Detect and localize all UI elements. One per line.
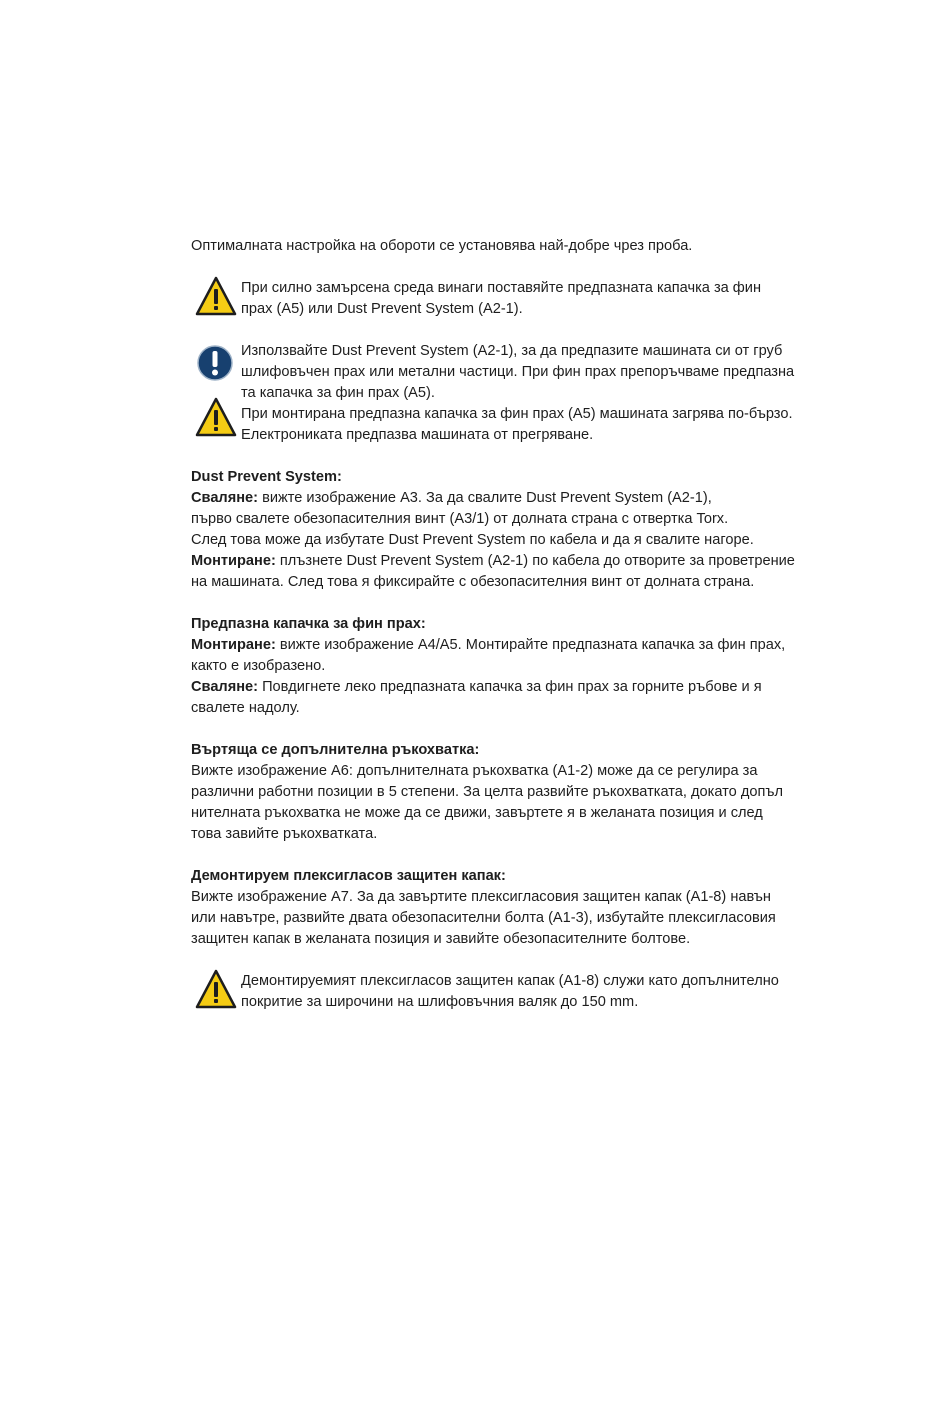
paragraph-line: първо свалете обезопасителния винт (А3/1) от долната страна с отвертка Torx.	[191, 511, 729, 527]
warning-line: прах (А5) или Dust Prevent System (А2-1).	[241, 301, 523, 317]
warning-line: покритие за широчини на шлифовъчния валяк до 150 mm.	[241, 994, 639, 1010]
paragraph-line: Сваляне: Повдигнете леко предпазната капачка за фин прах за горните ръбове и я	[191, 679, 762, 695]
warning-line: При силно замърсена среда винаги поставяйте предпазната капачка за фин	[241, 280, 762, 296]
page-content	[191, 236, 831, 1013]
warning-triangle-icon	[195, 276, 237, 318]
warning-notice-dust-cap	[191, 278, 831, 320]
label-remove: Сваляне:	[191, 679, 259, 695]
paragraph-line: Монтиране: вижте изображение А4/А5. Монтирайте предпазната капачка за фин прах,	[191, 637, 786, 653]
warning-line: При монтирана предпазна капачка за фин прах (А5) машината загрява по-бързо.	[241, 406, 793, 422]
paragraph-line: Сваляне: вижте изображение А3. За да свалите Dust Prevent System (А2-1),	[191, 490, 712, 506]
section-heading-handle: Въртяща се допълнителна ръкохватка:	[191, 742, 480, 758]
paragraph-line: Вижте изображение А7. За да завъртите плексигласовия защитен капак (А1-8) навън	[191, 889, 771, 905]
intro-text: Оптималната настройка на обороти се установява най-добре чрез проба.	[191, 238, 693, 254]
paragraph-line: както е изобразено.	[191, 658, 326, 674]
warning-line: Електрониката предпазва машината от прегряване.	[241, 427, 594, 443]
paragraph-line: Вижте изображение А6: допълнителната ръкохватка (А1-2) може да се регулира за	[191, 763, 758, 779]
section-heading-cover: Демонтируем плексигласов защитен капак:	[191, 868, 506, 884]
label-remove: Сваляне:	[191, 490, 259, 506]
paragraph-line: нителната ръкохватка не може да се движи, завъртете я в желаната позиция и след	[191, 805, 763, 821]
notice-line: Използвайте Dust Prevent System (А2-1), за да предпазите машината си от груб	[241, 343, 783, 359]
exclamation-circle-icon	[196, 344, 238, 386]
warning-notice-overheating	[191, 404, 831, 446]
warning-triangle-icon	[195, 969, 237, 1011]
info-notice-dust-prevent	[191, 341, 831, 404]
warning-triangle-icon	[195, 397, 237, 439]
notice-line: шлифовъчен прах или метални частици. При фин прах препоръчваме предпазна	[241, 364, 795, 380]
warning-line: Демонтируемият плексигласов защитен капак (А1-8) служи като допълнително	[241, 973, 779, 989]
section-heading-dust-prevent: Dust Prevent System:	[191, 469, 342, 485]
paragraph-line: или навътре, развийте двата обезопасителни болта (А1-3), избутайте плексигласовия	[191, 910, 776, 926]
notice-line: та капачка за фин прах (А5).	[241, 385, 435, 401]
label-mount: Монтиране:	[191, 553, 276, 569]
paragraph-line: различни работни позиции в 5 степени. За целта развийте ръкохватката, докато допъл	[191, 784, 784, 800]
warning-notice-cover	[191, 971, 831, 1013]
paragraph-line: След това може да избутате Dust Prevent System по кабела и да я свалите нагоре.	[191, 532, 754, 548]
section-heading-dust-cap: Предпазна капачка за фин прах:	[191, 616, 426, 632]
paragraph-line: Монтиране: плъзнете Dust Prevent System (А2-1) по кабела до отворите за проветрение	[191, 553, 795, 569]
paragraph-line: свалете надолу.	[191, 700, 300, 716]
paragraph-line: това завийте ръкохватката.	[191, 826, 378, 842]
paragraph-line: защитен капак в желаната позиция и завийте обезопасителните болтове.	[191, 931, 691, 947]
paragraph-line: на машината. След това я фиксирайте с обезопасителния винт от долната страна.	[191, 574, 755, 590]
label-mount: Монтиране:	[191, 637, 276, 653]
